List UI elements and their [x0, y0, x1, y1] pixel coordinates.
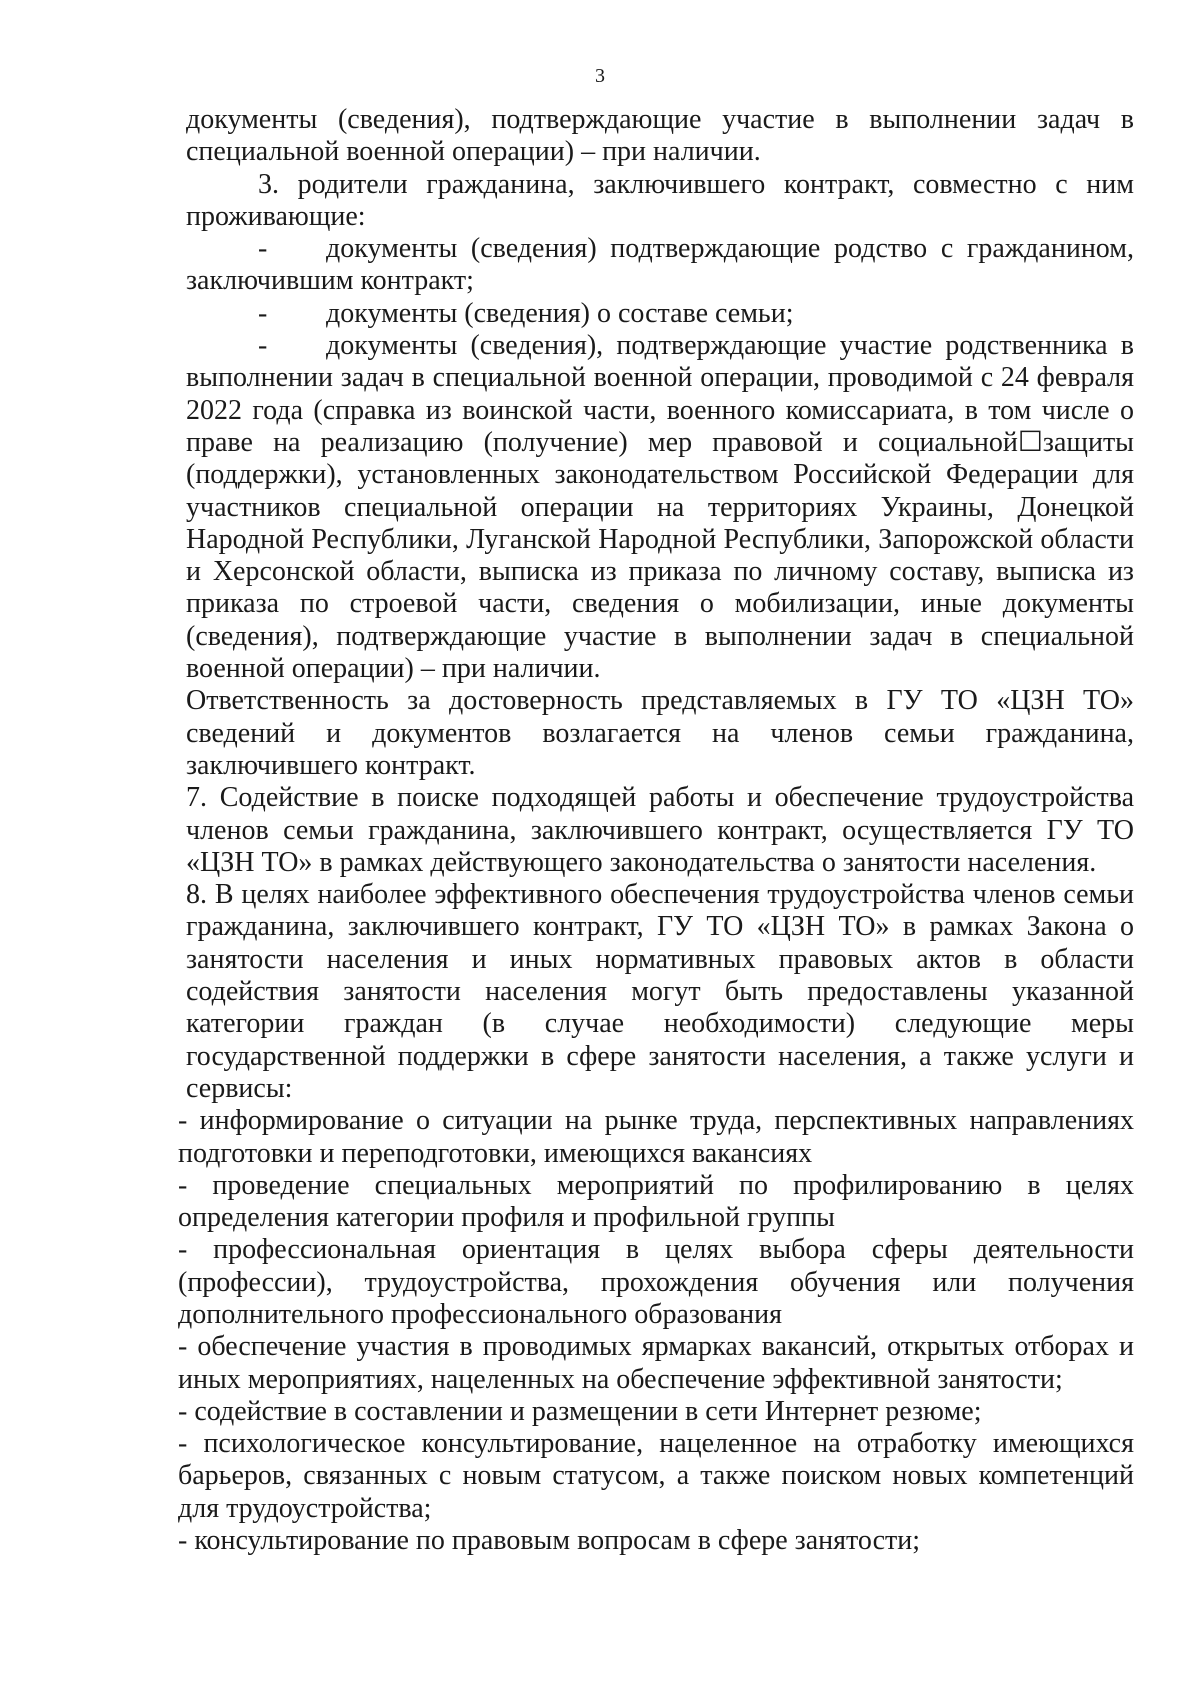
dash-marker: - [258, 330, 268, 362]
list-item: - информирование о ситуации на рынке труда, перспективных направлениях подготовки и переподготовки, имеющихся вакансиях [178, 1105, 1134, 1169]
page-number: 3 [595, 65, 605, 87]
paragraph-8: 8. В целях наиболее эффективного обеспечения трудоустройства членов семьи гражданина, заключившего контракт, ГУ ТО «ЦЗН ТО» в рамках Закона о занятости населения и иных нормативных правовых актов в области содействия занятости населения могут быть предоставлены указанной категории граждан (в случае необходимости) следующие меры государственной поддержки в сфере занятости населения, а также услуги и сервисы: [186, 879, 1134, 1104]
dash-item-participation [186, 330, 1134, 685]
dash-item-text: документы (сведения), подтверждающие участие родственника в выполнении задач в специальной военной операции, проводимой с 24 февраля 2022 года (справка из воинской части, военного комиссариата, в том числе о праве на реализацию (получение) мер правовой и социальной☐защиты (поддержки), установленных законодательством Российской Федерации для участников специальной операции на территориях Украины, Донецкой Народной Республики, Луганской Народной Республики, Запорожской области и Херсонской области, выписка из приказа по личному составу, выписка из приказа по строевой части, сведения о мобилизации, иные документы (сведения), подтверждающие участие в выполнении задач в специальной военной операции) – при наличии. [186, 330, 1134, 685]
list-item: - профессиональная ориентация в целях выбора сферы деятельности (профессии), трудоустройства, прохождения обучения или получения дополнительного профессионального образования [178, 1234, 1134, 1330]
document-body [178, 104, 1134, 1557]
paragraph-responsibility: Ответственность за достоверность представляемых в ГУ ТО «ЦЗН ТО» сведений и документов возлагается на членов семьи гражданина, заключившего контракт. [186, 685, 1134, 781]
dash-item-text: документы (сведения) о составе семьи; [326, 297, 794, 329]
paragraph-parents: 3. родители гражданина, заключившего контракт, совместно с ним проживающие: [186, 168, 1134, 232]
list-item: - психологическое консультирование, нацеленное на отработку имеющихся барьеров, связанных с новым статусом, а также поиском новых компетенций для трудоустройства; [178, 1428, 1134, 1524]
list-item: - консультирование по правовым вопросам в сфере занятости; [178, 1525, 921, 1557]
list-item: - проведение специальных мероприятий по профилированию в целях определения категории профиля и профильной группы [178, 1169, 1134, 1234]
dash-item-text: документы (сведения) подтверждающие родство с гражданином, заключившим контракт; [186, 233, 1134, 297]
dash-item-family-composition [186, 298, 1134, 330]
services-list [178, 1105, 1134, 1557]
paragraph-7: 7. Содействие в поиске подходящей работы и обеспечение трудоустройства членов семьи гражданина, заключившего контракт, осуществляется ГУ ТО «ЦЗН ТО» в рамках действующего законодательства о занятости населения. [186, 782, 1134, 878]
dash-marker: - [258, 297, 268, 329]
list-item: - обеспечение участия в проводимых ярмарках вакансий, открытых отборах и иных мероприятиях, нацеленных на обеспечение эффективной занятости; [178, 1331, 1134, 1395]
list-item: - содействие в составлении и размещении в сети Интернет резюме; [178, 1395, 982, 1427]
dash-item-kinship [186, 233, 1134, 298]
dash-marker: - [258, 233, 268, 265]
paragraph-docs-continued: документы (сведения), подтверждающие участие в выполнении задач в специальной военной операции) – при наличии. [186, 104, 1134, 168]
